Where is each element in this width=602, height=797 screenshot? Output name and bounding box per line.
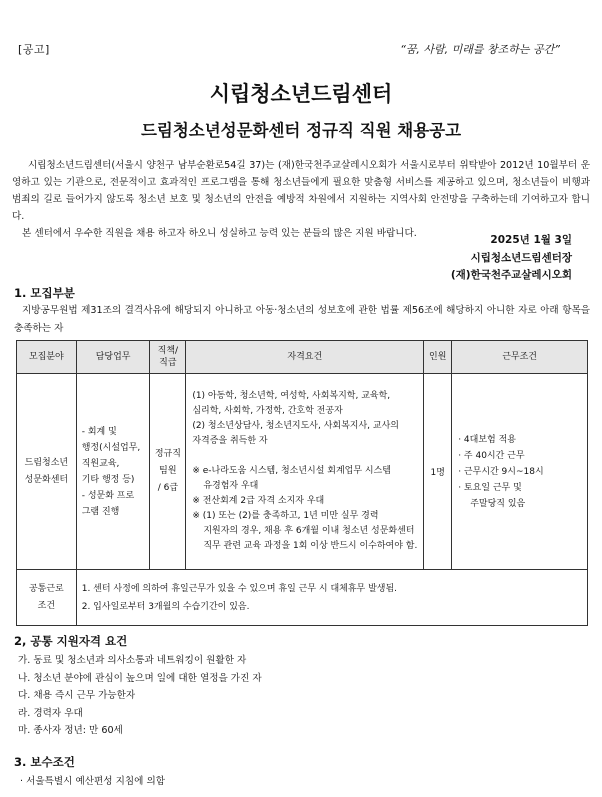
table-row-common (17, 570, 588, 626)
requirement-line: 지원자의 경우, 채용 후 6개월 이내 청소년 성문화센터 (203, 526, 415, 536)
duty-line: 행정(시설업무, (81, 442, 141, 453)
common-item: 2. 입사일로부터 3개월의 수습기간이 있음. (81, 601, 250, 612)
duty-line: 기타 행정 등) (81, 474, 135, 485)
field-line: 성문화센터 (24, 474, 69, 485)
requirement-line: 심리학, 사회학, 가정학, 간호학 전공자 (192, 406, 343, 416)
requirement-line: 자격증을 취득한 자 (192, 436, 268, 446)
duty-line: 직원교육, (81, 458, 120, 469)
cell-headcount: 1명 (424, 374, 452, 570)
intro-paragraph: 시립청소년드림센터(서울시 양천구 남부순환로54길 37)는 (재)한국천주교살레시오회가 서울시로부터 위탁받아 2012년 10월부터 운영하고 있는 기관으로, 전문적이고 효과적인 프로그램을 통해 청소년들에게 필요한 맞춤형 서비스를 제공하고 있으며, 청소년들이 비행과 범죄의 길로 들어가지 않도록 청소년 보호 및 청소년의 안전을 예방적 차원에서 지원하는 지역사회 안전망을 구축하는데 기여하고자 합니다. (12, 160, 590, 222)
page-title: 시립청소년드림센터 (209, 82, 393, 106)
recruitment-table (16, 340, 588, 626)
field-line: 드림청소년 (24, 457, 69, 468)
table-row (17, 374, 588, 570)
cell-duty (76, 374, 150, 570)
list-item: 다. 채용 즉시 근무 가능한자 (18, 690, 136, 702)
header-rank-line: 직급 (159, 358, 177, 368)
condition-line: 주말당직 있음 (470, 498, 526, 509)
requirement-line: (2) 청소년상담사, 청소년지도사, 사회복지사, 교사의 (192, 421, 399, 431)
qualification-list (18, 652, 262, 740)
section-description: 지방공무원법 제31조의 결격사유에 해당되지 아니하고 아동·청소년의 성보호에 관한 법률 제56조에 해당하지 아니한 자로 아래 항목을 충족하는 자 (14, 305, 590, 334)
section-heading: 3. 보수조건 (14, 755, 75, 769)
requirement-line: 유경험자 우대 (203, 481, 259, 491)
list-item: 나. 청소년 분야에 관심이 높으며 일에 대한 열정을 가진 자 (18, 672, 262, 684)
pay-condition: · 서울특별시 예산편성 지침에 의함 (20, 776, 165, 787)
section-heading: 1. 모집부분 (14, 286, 75, 300)
requirement-spacer (192, 449, 420, 464)
cell-conditions (452, 374, 588, 570)
condition-line: · 4대보험 적용 (458, 434, 516, 445)
rank-line: 정규직 (154, 449, 181, 459)
condition-line: · 근무시간 9시~18시 (458, 466, 544, 477)
signoff-org: (재)한국천주교살레시오회 (450, 269, 572, 281)
list-item: 가. 동료 및 청소년과 의사소통과 네트워킹이 원활한 자 (18, 655, 247, 666)
requirement-line: ※ e-나라도움 시스템, 청소년시설 회계업무 시스템 (192, 466, 391, 476)
requirement-line: (1) 아동학, 청소년학, 여성학, 사회복지학, 교육학, (192, 391, 391, 401)
header-headcount: 인원 (424, 341, 452, 374)
page-subtitle: 드림청소년성문화센터 정규직 직원 채용공고 (140, 121, 462, 140)
common-item: 1. 센터 사정에 의하여 휴일근무가 있을 수 있으며 휴일 근무 시 대체휴무 발생됨. (81, 583, 398, 594)
header-conditions: 근무조건 (452, 341, 588, 374)
cell-rank (150, 374, 186, 570)
slogan: “꿈, 사람, 미래를 창조하는 공간” (400, 43, 560, 56)
header-duty: 담당업무 (76, 341, 150, 374)
cell-requirements (186, 374, 424, 570)
requirement-line: ※ (1) 또는 (2)를 충족하고, 1년 미만 실무 경력 (192, 511, 379, 521)
requirement-line: 직무 관련 교육 과정을 1회 이상 반드시 이수하여야 함. (203, 541, 418, 551)
condition-line: · 토요일 근무 및 (458, 482, 522, 493)
header-rank-line: 직책/ (157, 346, 179, 356)
duty-line: - 회계 및 (81, 426, 117, 437)
rank-line: 팀원 (159, 466, 177, 476)
header-rank (150, 341, 186, 374)
cell-common-items (76, 570, 587, 626)
common-label-line: 조건 (37, 600, 56, 611)
signoff-date: 2025년 1월 3일 (490, 234, 572, 246)
list-item: 라. 경력자 우대 (18, 707, 83, 719)
common-label-line: 공통근로 (28, 583, 64, 594)
signoff-center: 시립청소년드림센터장 (470, 251, 572, 264)
header-field: 모집분야 (17, 341, 77, 374)
signoff (451, 232, 572, 285)
rank-line: / 6급 (157, 483, 179, 493)
intro-text (12, 157, 590, 242)
condition-line: · 주 40시간 근무 (458, 450, 525, 461)
header-requirements: 자격요건 (186, 341, 424, 374)
cell-common-label (17, 570, 77, 626)
notice-tag: [공고] (18, 43, 50, 56)
duty-line: 그램 진행 (81, 506, 120, 517)
cell-field (17, 374, 77, 570)
intro-paragraph: 본 센터에서 우수한 직원을 채용 하고자 하오니 성실하고 능력 있는 분들의 많은 지원 바랍니다. (22, 228, 417, 239)
list-item: 마. 종사자 정년: 만 60세 (18, 725, 123, 737)
duty-line: - 성문화 프로 (81, 490, 135, 501)
table-header-row (17, 341, 588, 374)
section-heading: 2, 공통 지원자격 요건 (14, 634, 128, 648)
requirement-line: ※ 전산회계 2급 자격 소지자 우대 (192, 496, 325, 506)
